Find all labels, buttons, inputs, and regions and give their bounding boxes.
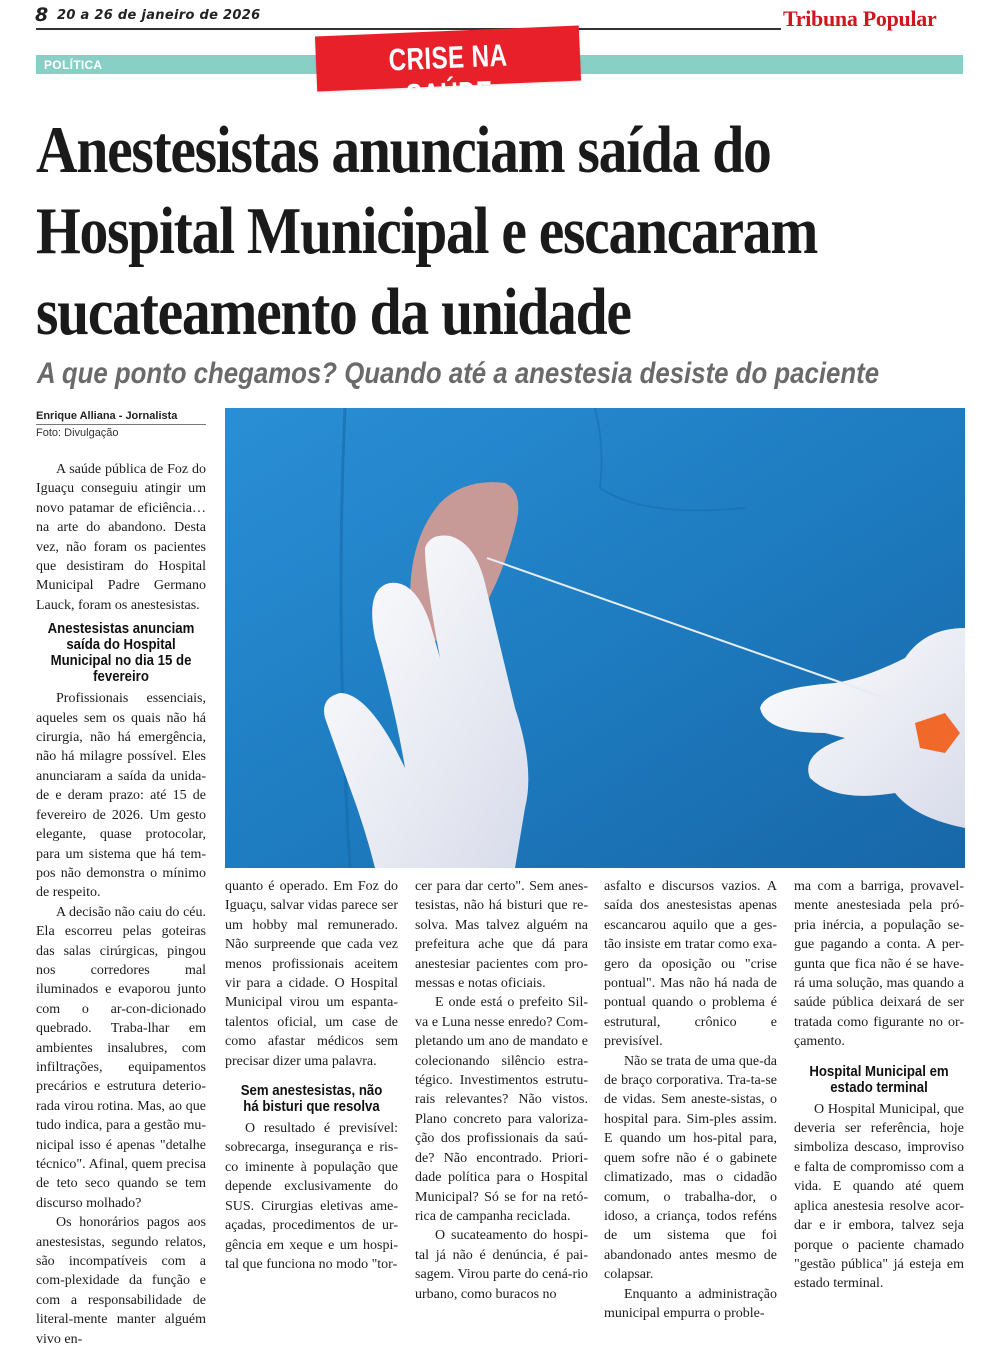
- paragraph: Enquanto a administração municipal empurra o proble-: [604, 1286, 777, 1321]
- section-heading: Anestesistas anunciam saída do Hospital Municipal no dia 15 de fevereiro: [47, 620, 195, 686]
- paragraph: O Hospital Municipal, que deveria ser referência, hoje simboliza descaso, improviso e falta de compromisso com a vida. E quando até quem aplica anestesia resolve acor-dar e ir embora, talvez seja porque o paciente chamado "gestão pública" já esteja em estado terminal.: [794, 1101, 964, 1292]
- paragraph: E onde está o prefeito Sil-va e Luna nesse enredo? Com-pletando um ano de mandato e colecionando silêncio estra-tégico. Investimentos estrutu-rais relevantes? Não vistos. Plano concreto para valoriza-ção dos profissionais da saú-de? Não encontrado. Priori-dade política para o Hospital Municipal? Só se for na retó-rica de campanha reciclada.: [415, 995, 588, 1224]
- headline-line: Anestesistas anunciam saída do: [36, 113, 771, 187]
- paragraph: quanto é operado. Em Foz do Iguaçu, salvar vidas parece ser um hobby mal remunerado. Não surpreende que cada vez menos profissionais aceitem vir para a cidade. O Hospital Municipal virou um espanta-talentos oficial, um case de como afastar médicos sem precisar dizer uma palavra.: [225, 879, 398, 1069]
- topic-banner-text: CRISE NA SAÚDE: [387, 37, 508, 113]
- headline-line: sucateamento da unidade: [36, 275, 631, 349]
- paragraph: asfalto e discursos vazios. A saída dos anestesistas apenas escancarou aquilo que a ges-tão insiste em tratar como exa-gero da oposição ou "crise pontual". Mas não há nada de pontual quando o problema é estrutural, crônico e previsível.: [604, 879, 777, 1050]
- section-heading: Sem anestesistas, não há bisturi que resolva: [240, 1082, 383, 1116]
- paragraph: O resultado é previsível: sobrecarga, insegurança e ris-co iminente à população que depende exclusivamente do SUS. Cirurgias eletivas ame-açadas, procedimentos de ur-gência em xeque e um hospi-tal que funciona no modo "tor-: [225, 1121, 398, 1272]
- paragraph: O sucateamento do hospi-tal já não é denúncia, é pai-sagem. Virou parte do cená-rio urbano, como buracos no: [415, 1228, 588, 1302]
- paragraph: Os honorários pagos aos anestesistas, segundo relatos, são incompatíveis com a com-plexidade da função e com a responsabilidade de literal-mente manter alguém vivo en-: [36, 1215, 206, 1347]
- photo-credit: Foto: Divulgação: [36, 427, 119, 439]
- section-label: POLÍTICA: [44, 58, 103, 72]
- byline: Enrique Alliana - Jornalista: [36, 410, 206, 425]
- page-number: 8: [35, 4, 49, 26]
- gloved-hands-anesthesia-needle-photo-icon: [225, 408, 965, 868]
- edition-date: 20 a 26 de janeiro de 2026: [57, 8, 261, 23]
- subheadline: A que ponto chegamos? Quando até a anestesia desiste do paciente: [37, 357, 880, 390]
- article-column-3: [415, 877, 588, 1304]
- paragraph: Não se trata de uma que-da de braço corporativa. Tra-ta-se de vidas. Sem aneste-sistas, o hospital para. Sim-ples assim. E quando um hos-pital para, quem sofre não é o gabinete climatizado, mas o cidadão comum, o trabalha-dor, o idoso, a criança, todos reféns de um sistema que foi abandonado antes mesmo de colapsar.: [604, 1053, 777, 1283]
- article-column-2: [225, 877, 398, 1274]
- paragraph: A decisão não caiu do céu. Ela escorreu pelas goteiras das salas cirúrgicas, pingou nos corredores mal iluminados e evaporou junto com o ar-con-dicionado quebrado. Traba-lhar em ambientes insalubres, com infiltrações, equipamentos precários e estrutura deterio-rada virou rotina. Mas, ao que tudo indica, para a gestão mu-nicipal isso é apenas "detalhe técnico". Afinal, quem precisa de teto seco quando se tem discurso molhado?: [36, 904, 206, 1211]
- header-rule: [36, 28, 781, 30]
- paragraph: A saúde pública de Foz do Iguaçu conseguiu atingir um novo patamar de eficiência… na arte do abandono. Desta vez, não foram os pacientes que desistiram do Hospital Municipal Padre Germano Lauck, foram os anestesistas.: [36, 462, 206, 613]
- headline: [36, 110, 844, 353]
- newspaper-logo: Tribuna Popular: [783, 6, 937, 31]
- paragraph: cer para dar certo". Sem anes-tesistas, não há bisturi que re-solva. Mas talvez alguém na prefeitura ache que dá para anestesiar pacientes com pro-messas e notas oficiais.: [415, 879, 588, 992]
- article-photo: [225, 408, 965, 868]
- paragraph: Profissionais essenciais, aqueles sem os quais não há cirurgia, não há emergência, não há milagre possível. Eles anunciaram a saída da unida-de e deram prazo: até 15 de fevereiro de 2026. Um gesto elegante, quase protocolar, para um sistema que há tem-pos não demonstra o mínimo de respeito.: [36, 691, 206, 901]
- article-column-5: [794, 877, 964, 1294]
- article-column-1: [36, 460, 206, 1349]
- headline-line: Hospital Municipal e escancaram: [36, 194, 818, 268]
- section-heading: Hospital Municipal em estado terminal: [809, 1062, 949, 1096]
- article-column-4: [604, 877, 777, 1323]
- topic-banner: [315, 25, 581, 113]
- paragraph: ma com a barriga, provavel-mente anestesiada pela pró-pria inércia, a população se-gue pagando a conta. A per-gunta que fica não é se have-rá uma solução, mas quando a saúde pública deixará de ser tratada como figurante no or-çamento.: [794, 879, 964, 1050]
